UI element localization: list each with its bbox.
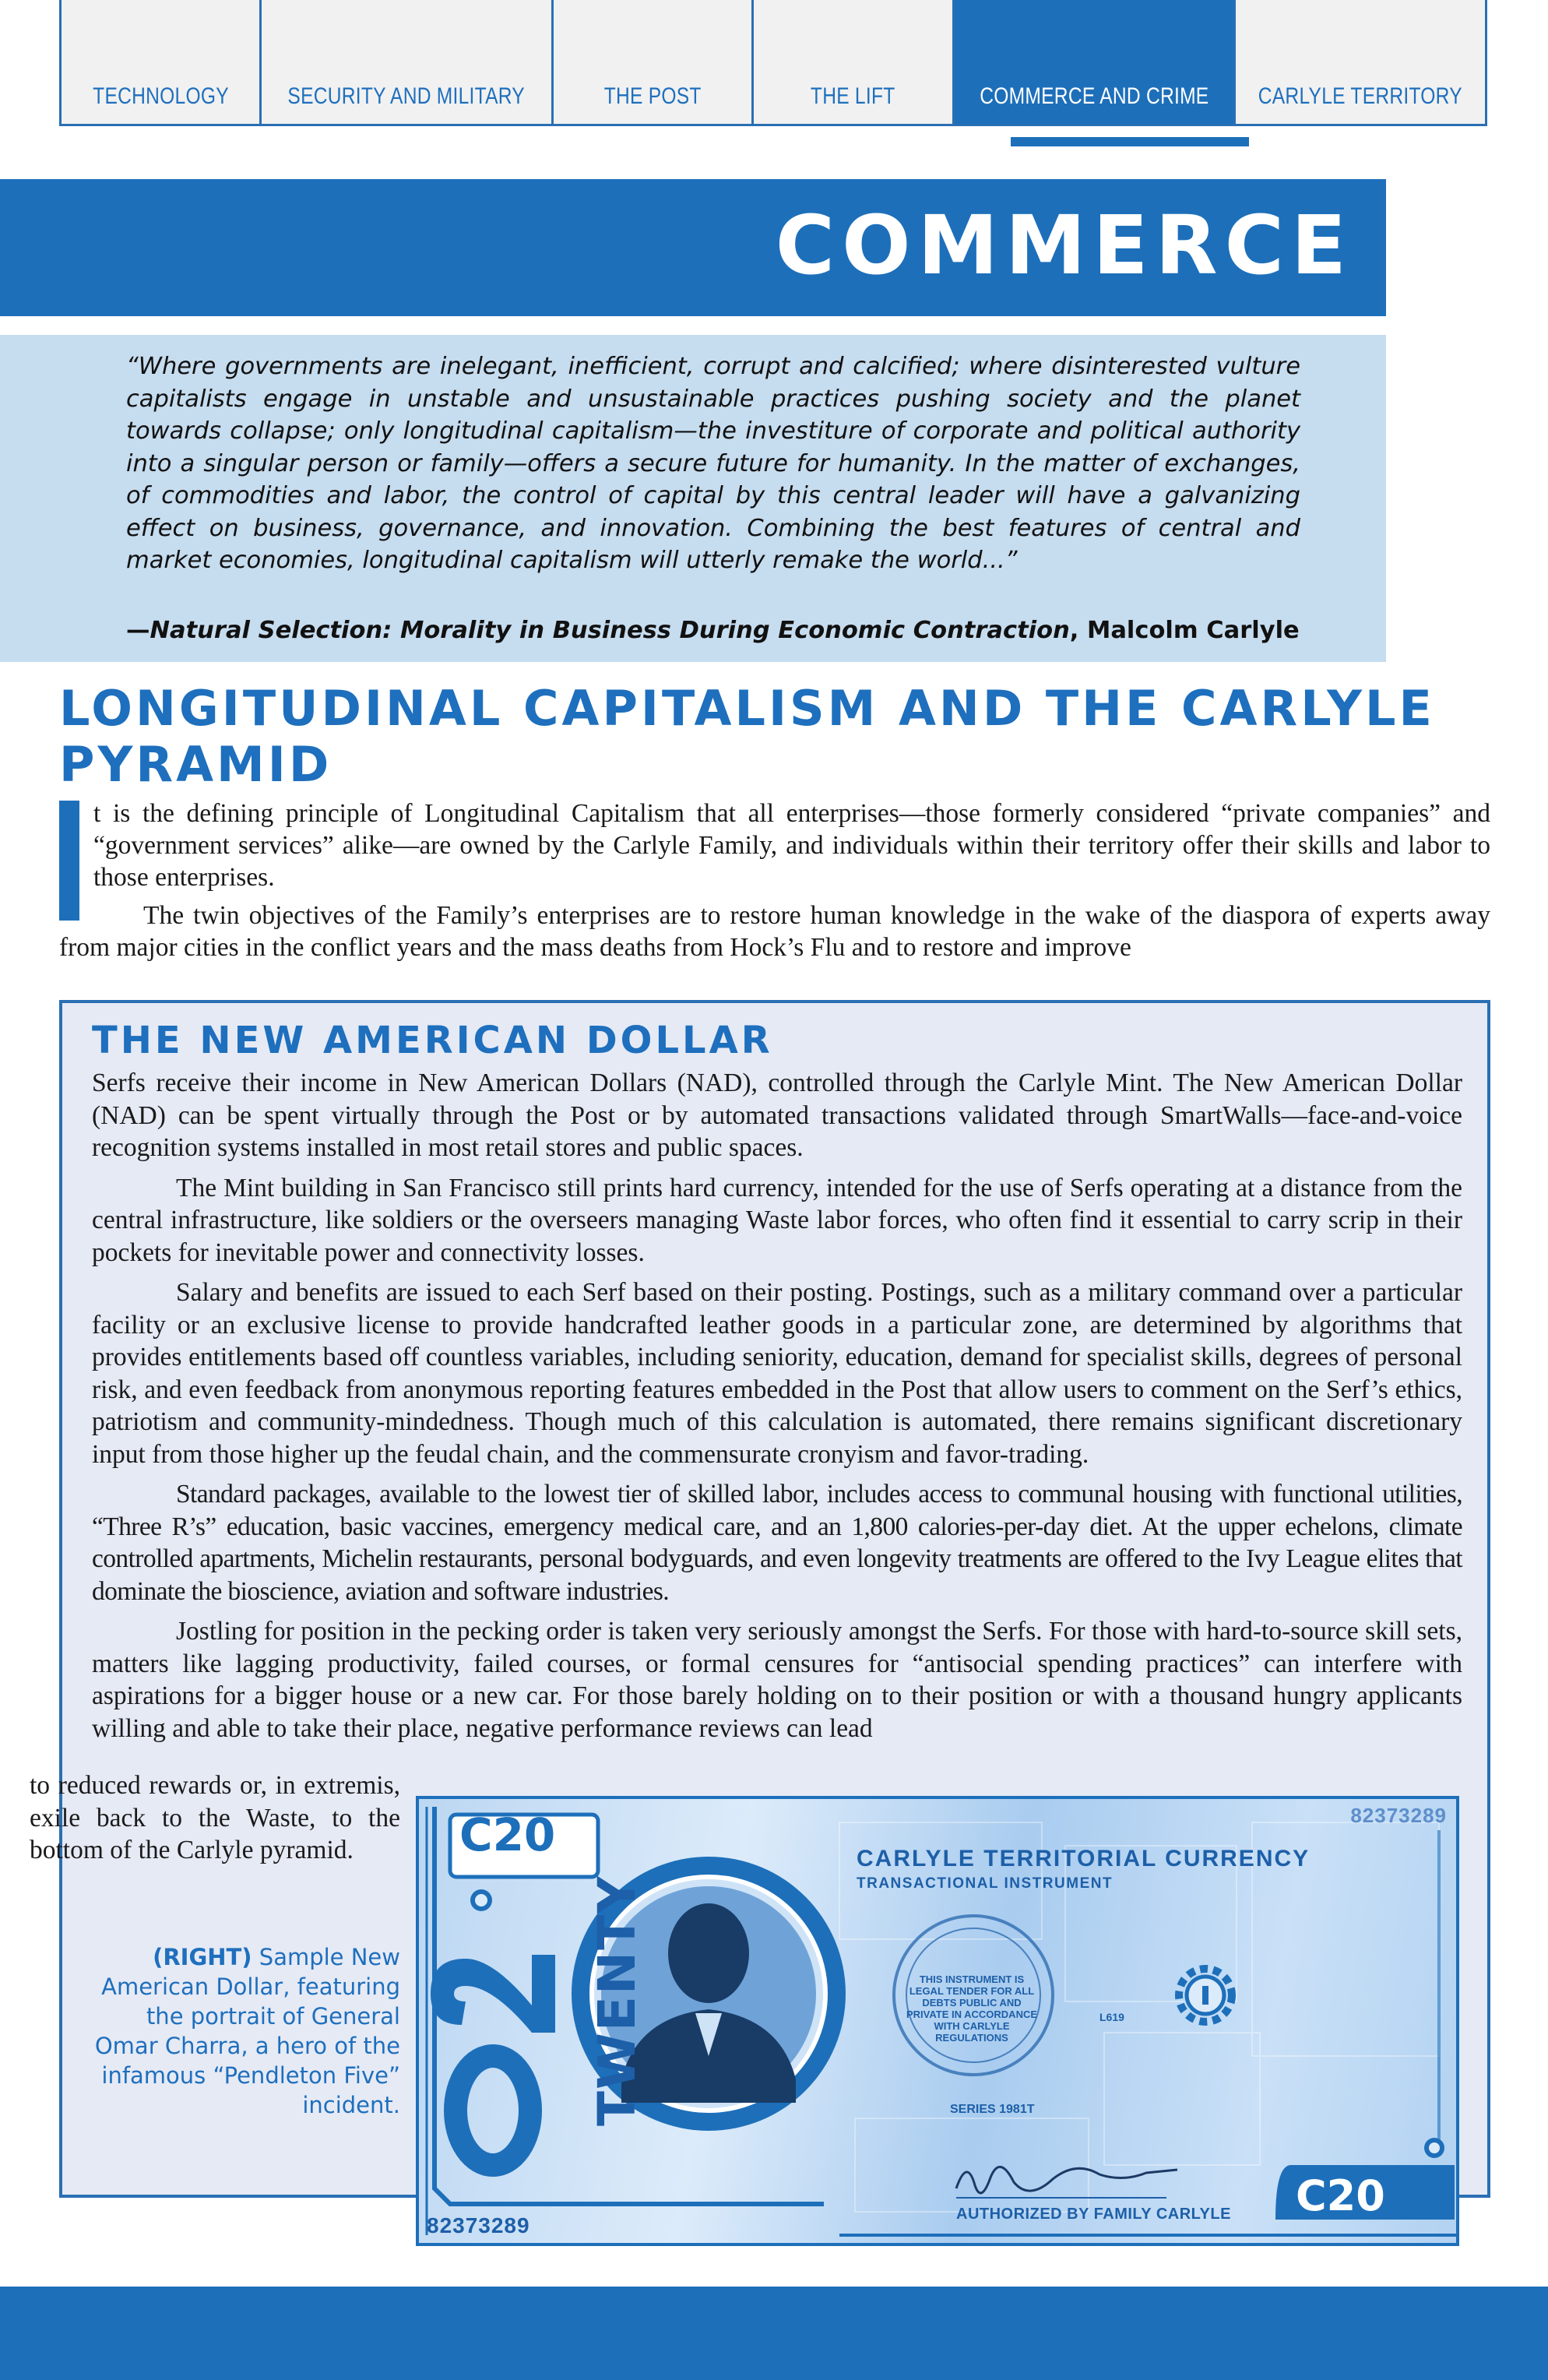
- authorization-line: AUTHORIZED BY FAMILY CARLYLE: [956, 2206, 1231, 2223]
- serial-number-bottom: 82373289: [427, 2213, 530, 2237]
- tab-carlyle-territory[interactable]: [1236, 0, 1485, 124]
- section-heading: LONGITUDINAL CAPITALISM AND THE CARLYLE PYRAMID: [59, 680, 1435, 793]
- note-code: L619: [1099, 2011, 1124, 2023]
- tab-label: TECHNOLOGY: [92, 83, 229, 109]
- large-20-numeral: [431, 1955, 555, 2165]
- note-series: SERIES 1981T: [950, 2103, 1035, 2116]
- note-subtitle: TRANSACTIONAL INSTRUMENT: [857, 1875, 1114, 1892]
- image-caption: [86, 1942, 400, 2120]
- chapter-title: COMMERCE: [775, 198, 1353, 293]
- quote-text: “Where governments are inelegant, inefficient, corrupt and calcified; where disinterested vulture capitalists engage in unstable and unsustainable practices pushing society and the planet towards collapse; only longitudinal capitalism—the investiture of corporate and political authority into a singular person or family—offers a secure future for humanity. In the matter of exchanges, of commodities and labor, the control of capital by this central leader will have a galvanizing effect on business, governance, and innovation. Combining the best features of central and market economies, longitudinal capitalism will utterly remake the world...”: [126, 353, 1300, 574]
- caption-text: Sample New American Dollar, featuring the portrait of General Omar Charra, a hero of the infamous “Pendleton Five” incident.: [94, 1944, 400, 2118]
- tab-commerce-and-crime[interactable]: [955, 0, 1237, 124]
- tab-label: SECURITY AND MILITARY: [287, 83, 526, 109]
- gear-emblem-icon: [1179, 1969, 1232, 2022]
- tab-security-and-military[interactable]: [262, 0, 553, 124]
- tab-the-post[interactable]: [554, 0, 754, 124]
- serial-number-top: 82373289: [1350, 1804, 1447, 1827]
- paragraph: Serfs receive their income in New American Dollars (NAD), controlled through the Carlyle Mint. The New American Dollar (NAD) can be spent virtually through the Post or by automated transactions validated through SmartWalls—face-and-voice recognition systems installed in most retail stores and public spaces.: [92, 1069, 1462, 1162]
- attribution-dash: —: [126, 617, 150, 644]
- legal-tender-text: THIS INSTRUMENT IS LEGAL TENDER FOR ALL DEBTS PUBLIC AND PRIVATE IN ACCORDANCE WITH CARLYLE REGULATIONS: [906, 1973, 1038, 2044]
- denomination-symbol-top: C20: [459, 1808, 556, 1861]
- tab-technology[interactable]: [62, 0, 262, 124]
- paragraph: The Mint building in San Francisco still prints hard currency, intended for the use of Serfs operating at a distance from the central infrastructure, like soldiers or the overseers managing Waste labor forces, who often find it essential to carry scrip in their pockets for inevitable power and connectivity losses.: [92, 1173, 1462, 1267]
- note-title: CARLYLE TERRITORIAL CURRENCY: [857, 1846, 1311, 1871]
- denomination-symbol-bottom: C20: [1296, 2171, 1385, 2220]
- chapter-banner: [0, 179, 1386, 316]
- tab-label: COMMERCE AND CRIME: [979, 83, 1209, 109]
- section-body: [59, 797, 1490, 963]
- attribution-title: Natural Selection: Morality in Business During Economic Contraction: [150, 617, 1070, 644]
- paragraph: Salary and benefits are issued to each Serf based on their posting. Postings, such as a military command over a particular facility or an exclusive license to provide handcrafted leather goods in a particular zone, are determined by algorithms that provides entitlements based off countless variables, including seniority, education, demand for specialist skills, degrees of personal risk, and even feedback from anonymous reporting features embedded in the Post that allow users to comment on the Serf’s ethics, patriotism and community-mindedness. Though much of this calculation is automated, there remains significant discretionary input from those higher up the feudal chain, and the commensurate cronyism and favor-trading.: [92, 1278, 1462, 1469]
- sidebar-body: [92, 1067, 1462, 1745]
- signature: [956, 2167, 1177, 2193]
- caption-label: (RIGHT): [153, 1944, 252, 1970]
- page-footer-bar: [0, 2287, 1548, 2380]
- tab-label: THE POST: [603, 83, 702, 109]
- attribution-author: , Malcolm Carlyle: [1069, 617, 1300, 644]
- quote-attribution: [126, 617, 1300, 644]
- section-tabs: [59, 0, 1487, 126]
- paragraph: The twin objectives of the Family’s enterprises are to restore human knowledge in the wake of the diaspora of experts away from major cities in the conflict years and the mass deaths from Hock’s Flu and to restore and improve: [59, 901, 1490, 962]
- paragraph: Jostling for position in the pecking order is taken very seriously amongst the Serfs. For those with hard-to-source skill sets, matters like lagging productivity, failed courses, or formal censures for “antisocial spending practices” can interfere with aspirations for a bigger house or a new car. For those barely holding on to their position or with a thousand hungry applicants willing and able to take their place, negative performance reviews can lead: [92, 1617, 1462, 1743]
- active-tab-indicator: [1011, 137, 1249, 146]
- paragraph: Standard packages, available to the lowest tier of skilled labor, includes access to communal housing with functional utilities, “Three R’s” education, basic vaccines, emergency medical care, and an 1,800 calories-per-day diet. At the upper echelons, climate controlled apartments, Michelin restaurants, personal bodyguards, and even longevity treatments are offered to the Ivy League elites that dominate the bioscience, aviation and software industries.: [92, 1480, 1462, 1606]
- tab-label: CARLYLE TERRITORY: [1258, 83, 1463, 109]
- wrapped-paragraph-end: to reduced rewards or, in extremis, exile back to the Waste, to the bottom of the Carlyle pyramid.: [30, 1771, 400, 1864]
- denomination-word: TWENTY: [587, 1875, 647, 2126]
- tab-label: THE LIFT: [811, 83, 895, 109]
- paragraph: t is the defining principle of Longitudinal Capitalism that all enterprises—those formerly considered “private companies” and “government services” alike—are owned by the Carlyle Family, and individuals within their territory offer their skills and labor to those enterprises.: [93, 799, 1490, 892]
- tab-the-lift[interactable]: [754, 0, 954, 124]
- sidebar-heading: THE NEW AMERICAN DOLLAR: [92, 1019, 773, 1062]
- epigraph-quote: [0, 335, 1386, 662]
- banknote-image: [416, 1796, 1459, 2246]
